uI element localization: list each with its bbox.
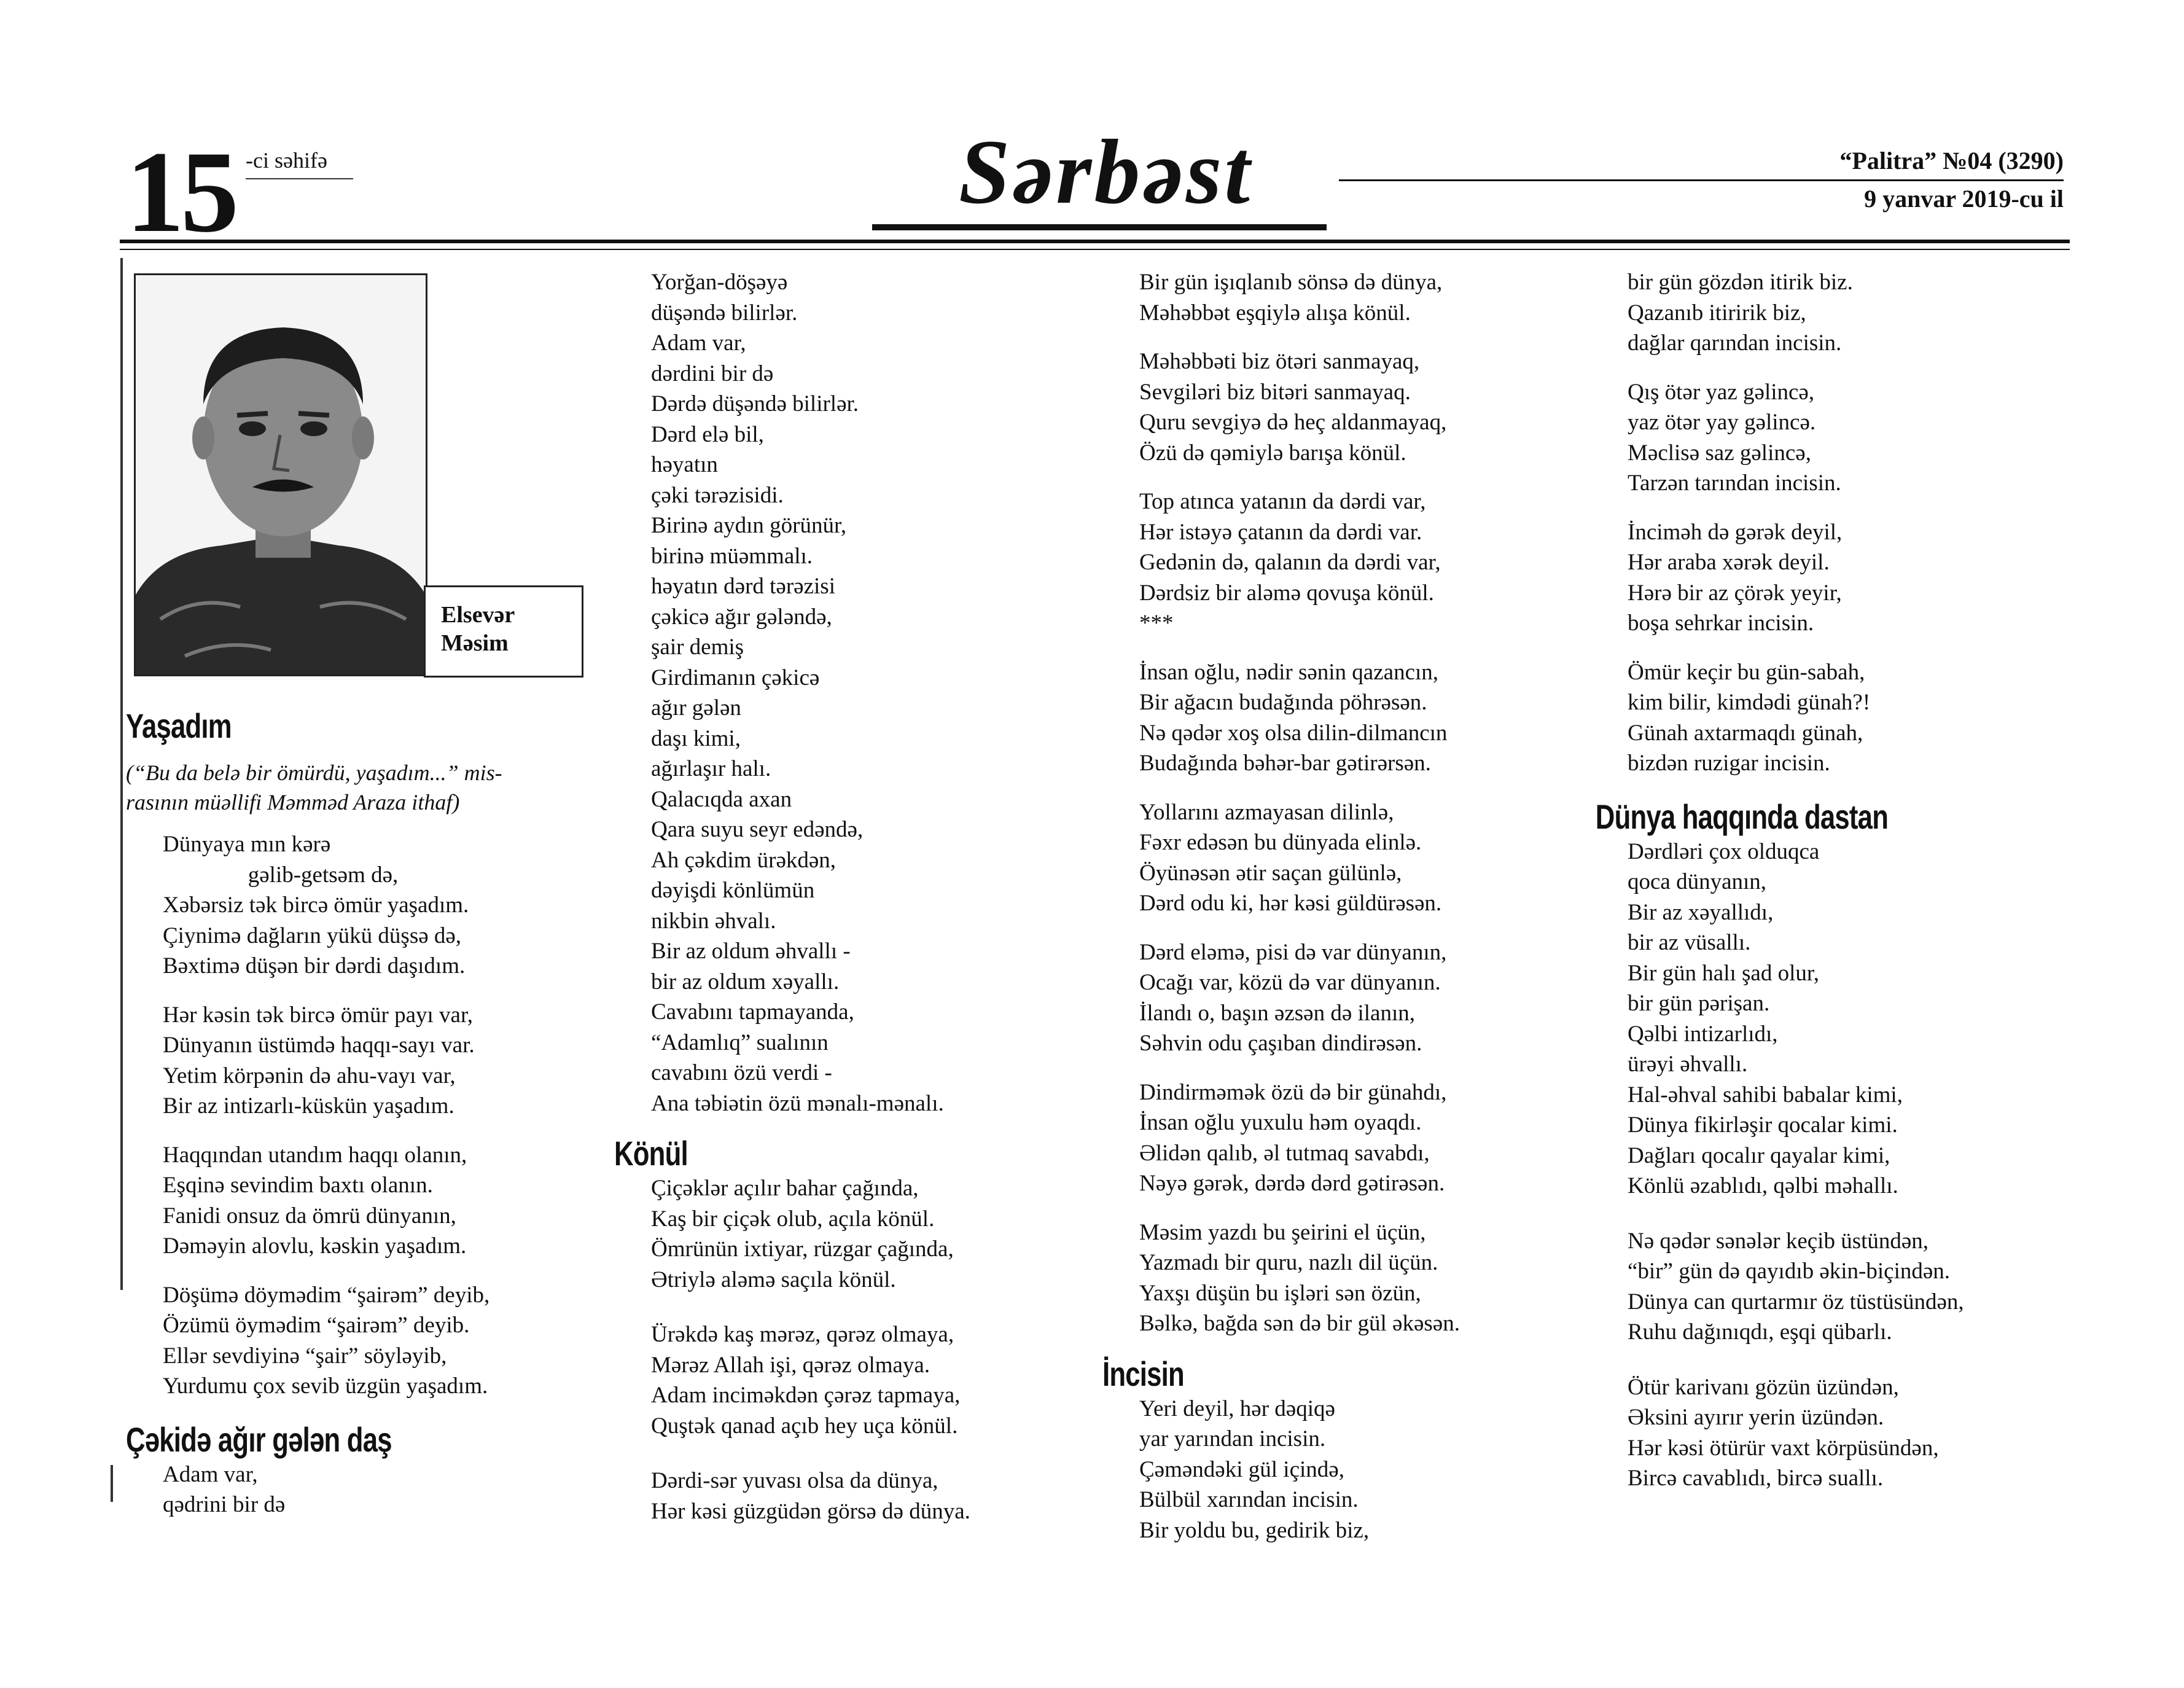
poem-line: bir gün pərişan. — [1628, 991, 1770, 1016]
poem-line: Bir az oldum əhvallı - — [651, 939, 851, 964]
poem-line: Fanidi onsuz da ömrü dünyanın, — [163, 1203, 456, 1229]
poem-line: Əlidən qalıb, əl tutmaq savabdı, — [1139, 1140, 1430, 1166]
poem-line: Bir az intizarlı-küskün yaşadım. — [163, 1093, 454, 1119]
poem-line: Hərə bir az çörək yeyir, — [1628, 580, 1842, 606]
poem-line: Fəxr edəsən bu dünyada elinlə. — [1139, 830, 1422, 855]
issue-number: “Palitra” №04 (3290) — [1839, 147, 2064, 174]
poem-line: Mərəz Allah işi, qərəz olmaya. — [651, 1352, 930, 1378]
poem-line: Ocağı var, közü də var dünyanın. — [1139, 970, 1441, 995]
poem-line: bir gün gözdən itirik biz. — [1628, 270, 1853, 295]
author-photo — [134, 273, 427, 676]
poem-line: Bircə cavablıdı, bircə suallı. — [1628, 1466, 1884, 1491]
column-1 — [126, 706, 617, 1520]
poem-line: “bir” gün də qayıdıb əkin-biçindən. — [1628, 1259, 1951, 1284]
caption-line: Elsevər — [441, 602, 515, 628]
poem-line: dərdini bir də — [651, 361, 774, 386]
poem-line: Yeri deyil, hər dəqiqə — [1139, 1396, 1335, 1421]
poem-line: Ömür keçir bu gün-sabah, — [1628, 659, 1865, 685]
poem-line: Yurdumu çox sevib üzgün yaşadım. — [163, 1373, 488, 1399]
poem-line: Ömrünün ixtiyar, rüzgar çağında, — [651, 1237, 954, 1262]
poem-line: Özümü öymədim “şairəm” deyib. — [163, 1313, 470, 1338]
poem-line: İnsan oğlu yuxulu həm oyaqdı. — [1139, 1110, 1422, 1135]
divider — [246, 178, 353, 179]
poem-line: kim bilir, kimdədi günah?! — [1628, 690, 1871, 715]
poem-line: Könlü əzablıdı, qəlbi məhallı. — [1628, 1173, 1898, 1198]
poem-line: Dərdi-sər yuvası olsa da dünya, — [651, 1468, 938, 1493]
poem-line: Adam var, — [651, 330, 746, 356]
poem-line: Hər kəsi güzgüdən görsə də dünya. — [651, 1498, 970, 1524]
poem-line: Qalacıqda axan — [651, 786, 792, 812]
poem-line: Bəlkə, bağda sən də bir gül əkəsən. — [1139, 1311, 1460, 1336]
poem-line: Nə qədər sənələr keçib üstündən, — [1628, 1228, 1929, 1254]
poem-line: cavabını özü verdi - — [651, 1060, 832, 1085]
poem-line: Ruhu dağınıqdı, eşqi qübarlı. — [1628, 1319, 1892, 1345]
page-number: 15 — [126, 128, 235, 257]
poem-line: boşa sehrkar incisin. — [1628, 611, 1814, 636]
poem-line: Adam inciməkdən çərəz tapmaya, — [651, 1383, 961, 1408]
poem-line: Dünyanın üstümdə haqqı-sayı var. — [163, 1033, 475, 1058]
poem-title: Könül — [614, 1134, 688, 1173]
poem-line: Bir az xəyallıdı, — [1628, 899, 1774, 925]
poem-line: Eşqinə sevindim baxtı olanın. — [163, 1173, 433, 1198]
poem-line: Tarzən tarından incisin. — [1628, 471, 1841, 496]
poem-line: yaz ötər yay gəlincə. — [1628, 410, 1816, 435]
poem-line: Bir ağacın budağında pöhrəsən. — [1139, 690, 1427, 715]
poem-line: Çiynimə dağların yükü düşsə də, — [163, 923, 462, 948]
poem-line: Xəbərsiz tək bircə ömür yaşadım. — [163, 893, 469, 918]
poem-line: Döşümə döymədim “şairəm” deyib, — [163, 1282, 490, 1308]
poem-line: ağırlaşır halı. — [651, 756, 771, 781]
poem-line: Ötür karivanı gözün üzündən, — [1628, 1374, 1899, 1400]
poem-line: Bülbül xarından incisin. — [1139, 1487, 1359, 1512]
poem-line: Dərd eləmə, pisi də var dünyanın, — [1139, 939, 1447, 965]
poem-line: çəkicə ağır gələndə, — [651, 604, 832, 630]
poem-line: Məhəbbət eşqiylə alışa könül. — [1139, 300, 1411, 326]
poem-line: Nə qədər xoş olsa dilin-dilmancın — [1139, 720, 1448, 746]
column-4 — [1591, 267, 2070, 1494]
poem-line: Səhvin odu çaşıban dindirəsən. — [1139, 1031, 1422, 1056]
poem-line: Dərdləri çox olduqca — [1628, 838, 1820, 864]
poem-line: “Adamlıq” sualının — [651, 1030, 829, 1055]
poem-line: şair demiş — [651, 635, 744, 660]
poem-line: Qəlbi intizarlıdı, — [1628, 1021, 1778, 1047]
poem-line: Özü də qəmiylə barışa könül. — [1139, 440, 1406, 466]
portrait-image — [136, 275, 426, 674]
poem-line: Dərd odu ki, hər kəsi güldürəsən. — [1139, 891, 1442, 916]
dedication-line: rasının müəllifi Məmməd Araza ithaf) — [126, 790, 460, 815]
column-2 — [614, 267, 1093, 1526]
poem-line: həyatın dərd tərəzisi — [651, 574, 835, 599]
poem-line: daşı kimi, — [651, 725, 741, 751]
poem-line: Məhəbbəti biz ötəri sanmayaq, — [1139, 349, 1420, 374]
photo-caption — [424, 585, 583, 678]
poem-title: Dünya haqqında dastan — [1595, 797, 1889, 836]
poem-line: Girdimanın çəkicə — [651, 665, 820, 690]
poem-line: Dünya fikirləşir qocalar kimi. — [1628, 1112, 1898, 1138]
poem-line: Yorğan-döşəyə — [651, 270, 788, 295]
poem-line: ağır gələn — [651, 695, 741, 721]
poem-title: Çəkidə ağır gələn daş — [126, 1420, 392, 1459]
divider — [120, 249, 2070, 250]
poem-line: Qara suyu seyr edəndə, — [651, 817, 864, 842]
divider — [1339, 179, 2064, 181]
poem-line: Ürəkdə kaş mərəz, qərəz olmaya, — [651, 1322, 954, 1347]
column-rule — [111, 1465, 113, 1502]
poem-title: Yaşadım — [126, 706, 232, 745]
poem-line: Günah axtarmaqdı günah, — [1628, 720, 1863, 746]
poem-line: Dindirməmək özü də bir günahdı, — [1139, 1079, 1447, 1105]
poem-line: Ellər sevdiyinə “şair” söyləyib, — [163, 1343, 447, 1369]
column-rule — [120, 258, 123, 1290]
poem-line: Hər istəyə çatanın da dərdi var. — [1139, 519, 1422, 545]
poem-line: Dağları qocalır qayalar kimi, — [1628, 1143, 1890, 1168]
poem-line: Yetim körpənin də ahu-vayı var, — [163, 1063, 456, 1088]
poem-line: İnsan oğlu, nədir sənin qazancın, — [1139, 659, 1439, 685]
poem-line: qoca dünyanın, — [1628, 869, 1767, 894]
poem-line: İnciməh də gərək deyil, — [1628, 519, 1843, 545]
masthead: Sərbəst — [959, 121, 1252, 223]
poem-line: Kaş bir çiçək olub, açıla könül. — [651, 1206, 935, 1232]
poem-line: Birinə aydın görünür, — [651, 513, 847, 538]
poem-line: Məclisə saz gəlincə, — [1628, 440, 1811, 466]
poem-line: Ah çəkdim ürəkdən, — [651, 847, 837, 873]
poem-line: birinə müəmmalı. — [651, 543, 813, 569]
poem-line: bir az vüsallı. — [1628, 930, 1751, 955]
poem-line: nikbin əhvalı. — [651, 908, 776, 934]
column-3 — [1102, 267, 1581, 1545]
poem-line: Dünya can qurtarmır öz tüstüsündən, — [1628, 1289, 1964, 1315]
poem-line: Quştək qanad açıb hey uça könül. — [651, 1413, 958, 1439]
poem-line: Yazmadı bir quru, nazlı dil üçün. — [1139, 1250, 1438, 1275]
poem-line: ürəyi əhvallı. — [1628, 1052, 1748, 1077]
poem-line: Hal-əhval sahibi babalar kimi, — [1628, 1082, 1903, 1108]
poem-line: Dəməyin alovlu, kəskin yaşadım. — [163, 1233, 467, 1259]
poem-line: Ana təbiətin özü mənalı-mənalı. — [651, 1090, 944, 1116]
poem-line: Dünyaya mın kərə — [163, 832, 331, 857]
poem-line: Nəyə gərək, dərdə dərd gətirəsən. — [1139, 1171, 1445, 1196]
dedication-line: (“Bu da belə bir ömürdü, yaşadım...” mis- — [126, 760, 502, 785]
poem-line: Yaxşı düşün bu işləri sən özün, — [1139, 1280, 1421, 1306]
poem-line: Yollarını azmayasan dilinlə, — [1139, 799, 1394, 825]
poem-title: İncisin — [1102, 1354, 1184, 1393]
poem-line: Adam var, — [163, 1461, 258, 1487]
poem-line: gəlib-getsəm də, — [163, 862, 399, 888]
poem-line: qədrini bir də — [163, 1492, 286, 1517]
stanza-separator: *** — [1139, 611, 1174, 636]
issue-date: 9 yanvar 2019-cu il — [1864, 185, 2064, 213]
poem-line: Çəməndəki gül içində, — [1139, 1456, 1344, 1482]
poem-line: Hər kəsi ötürür vaxt körpüsündən, — [1628, 1435, 1939, 1461]
masthead-underline — [872, 224, 1327, 230]
poem-line: Sevgiləri biz bitəri sanmayaq. — [1139, 379, 1411, 405]
poem-line: Bir gün işıqlanıb sönsə də dünya, — [1139, 270, 1443, 295]
poem-line: Haqqından utandım haqqı olanın, — [163, 1142, 467, 1168]
poem-line: Əksini ayırır yerin üzündən. — [1628, 1405, 1884, 1430]
poem-line: Hər kəsin tək bircə ömür payı var, — [163, 1002, 474, 1028]
caption-line: Məsim — [441, 630, 509, 656]
divider — [120, 240, 2070, 243]
poem-line: Bir gün halı şad olur, — [1628, 960, 1819, 986]
poem-line: bizdən ruzigar incisin. — [1628, 751, 1830, 776]
poem-line: həyatın — [651, 452, 718, 477]
poem-line: Dərdsiz bir aləmə qovuşa könül. — [1139, 580, 1434, 606]
poem-line: İlandı o, başın əzsən də ilanın, — [1139, 1000, 1416, 1026]
poem-line: Hər araba xərək deyil. — [1628, 550, 1830, 575]
poem-line: yar yarından incisin. — [1139, 1426, 1326, 1452]
poem-line: bir az oldum xəyallı. — [651, 969, 840, 994]
poem-line: Quru sevgiyə də heç aldanmayaq, — [1139, 410, 1447, 435]
poem-line: dağlar qarından incisin. — [1628, 330, 1842, 356]
poem-line: Çiçəklər açılır bahar çağında, — [651, 1176, 919, 1201]
page-number-suffix: -ci səhifə — [246, 148, 327, 173]
poem-line: Dərdə düşəndə bilirlər. — [651, 391, 859, 416]
poem-line: çəki tərəzisidi. — [651, 482, 784, 508]
poem-line: Bir yoldu bu, gedirik biz, — [1139, 1517, 1370, 1543]
poem-line: Bəxtimə düşən bir dərdi daşıdım. — [163, 953, 466, 979]
poem-line: Qış ötər yaz gəlincə, — [1628, 379, 1815, 405]
poem-line: dəyişdi könlümün — [651, 878, 815, 903]
poem-line: Dərd elə bil, — [651, 421, 764, 447]
poem-line: Məsim yazdı bu şeirini el üçün, — [1139, 1219, 1426, 1245]
poem-line: Top atınca yatanın da dərdi var, — [1139, 489, 1426, 514]
poem-line: Gedənin də, qalanın da dərdi var, — [1139, 550, 1441, 575]
poem-line: Cavabını tapmayanda, — [651, 999, 854, 1025]
poem-line: Budağında bəhər-bar gətirərsən. — [1139, 751, 1431, 776]
poem-line: düşəndə bilirlər. — [651, 300, 798, 326]
poem-line: Öyünəsən ətir saçan gülünlə, — [1139, 860, 1402, 886]
poem-line: Ətriylə aləmə saçıla könül. — [651, 1267, 896, 1292]
poem-line: Qazanıb itiririk biz, — [1628, 300, 1806, 326]
